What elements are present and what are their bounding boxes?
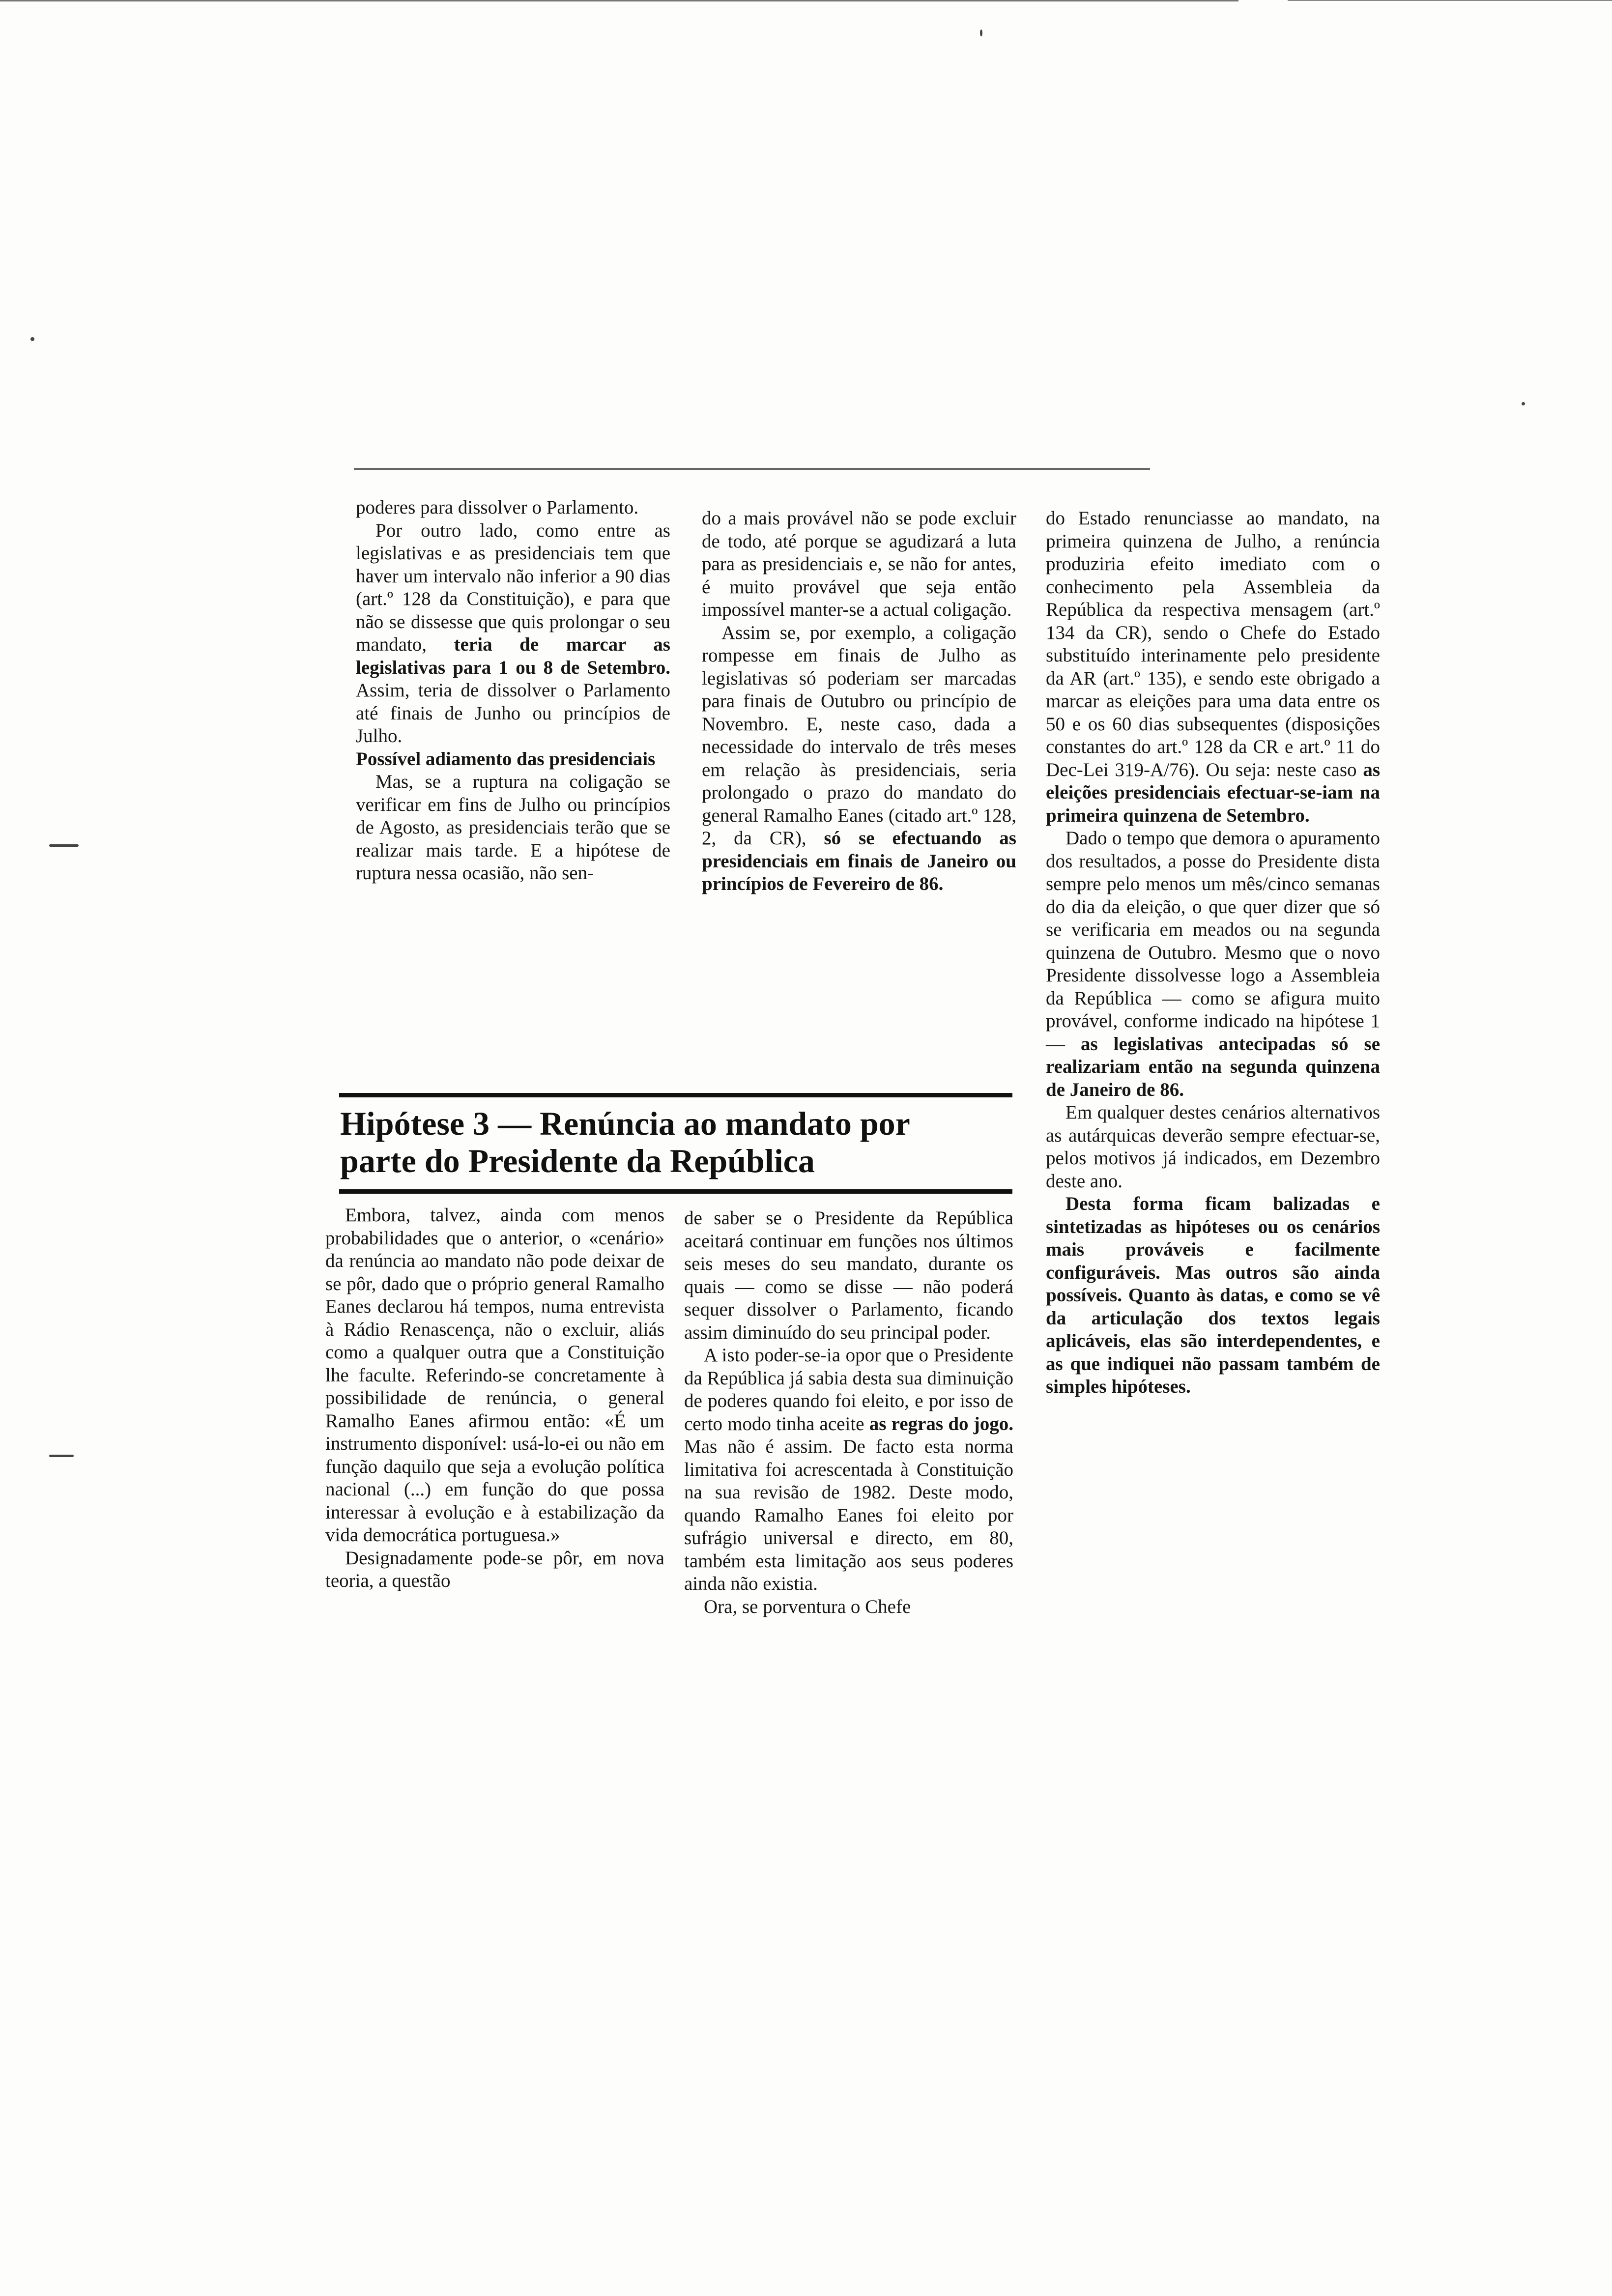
paragraph: Designadamente pode-se pôr, em nova teoria, a questão — [325, 1547, 664, 1591]
bold-text: só se efectuando as presidenciais em finais de Janeiro ou princípios de Fevereiro de 86. — [702, 828, 1016, 894]
bold-text: teria de marcar as legislativas para 1 ou 8 de Setembro. — [356, 634, 670, 678]
paragraph — [356, 519, 670, 748]
scan-speck — [49, 1455, 74, 1457]
text-run: Mas não é assim. De facto esta norma limitativa foi acrescentada à Constituição na sua revisão de 1982. Deste modo, quando Ramalho Eanes foi eleito por sufrágio universal e directo, em 80, também esta limitação aos seus poderes ainda não existia. — [684, 1436, 1013, 1594]
top-border-line — [0, 0, 1238, 1]
headline-top-rule — [339, 1093, 1012, 1097]
section-top-rule — [354, 468, 1150, 470]
top-border-line-right — [1288, 0, 1612, 1]
text-run: Dado o tempo que demora o apuramento dos resultados, a posse do Presidente dista sempre pelo menos um mês/cinco semanas do dia da eleição, o que quer dizer que só se verificaria em meados ou na segunda quinzena de Outubro. Mesmo que o novo Presidente dissolvesse logo a Assembleia da República — como se afigura muito provável, conforme indicado na hipótese 1 — — [1046, 828, 1380, 1055]
text-run: do Estado renunciasse ao mandato, na primeira quinzena de Julho, a renúncia produziria efeito imediato com o conhecimento pela Assembleia da República da respectiva mensagem (art.º 134 da CR), sendo o Chefe do Estado substituído interinamente pelo presidente da AR (art.º 135), e sendo este obrigado a marcar as eleições para uma data entre os 50 e os 60 dias subsequentes (disposições constantes do art.º 128 da CR e art.º 11 do Dec-Lei 319-A/76). Ou seja: neste caso — [1046, 508, 1380, 780]
paragraph — [684, 1344, 1013, 1596]
paragraph — [702, 622, 1016, 896]
paragraph: Em qualquer destes cenários alternativos as autárquicas deverão sempre efectuar-se, pelos motivos já indicados, em Dezembro deste ano. — [1046, 1102, 1380, 1192]
headline-bottom-rule — [339, 1189, 1012, 1194]
bold-text: as legislativas antecipadas só se realizariam então na segunda quinzena de Janeiro de 86. — [1046, 1033, 1381, 1100]
scan-speck — [30, 337, 34, 341]
article-column-1 — [356, 496, 670, 885]
text-run: Por outro lado, como entre as legislativas e as presidenciais tem que haver um intervalo não inferior a 90 dias (art.º 128 da Constituição), e para que não se dissesse que quis prolongar o seu mandato, — [356, 519, 670, 655]
headline-line-2: parte do Presidente da República — [340, 1142, 815, 1179]
article-column-4 — [325, 1204, 664, 1593]
paragraph — [1046, 827, 1380, 1101]
scan-speck — [49, 844, 79, 847]
paragraph: Embora, talvez, ainda com menos probabilidades que o anterior, o «cenário» da renúncia ao mandato não pode deixar de se pôr, dado que o próprio general Ramalho Eanes declarou há tempos, numa entrevista à Rádio Renascença, não o excluir, aliás como a qualquer outra que a Constituição lhe faculte. Referindo-se concretamente à possibilidade de renúncia, o general Ramalho Eanes afirmou então: «É um instrumento disponível: usá-lo-ei ou não em função daquilo que seja a evolução política nacional (...) em função do que possa interessar à evolução e à estabilização da vida democrática portuguesa.» — [325, 1205, 664, 1546]
paragraph: Mas, se a ruptura na coligação se verificar em fins de Julho ou princípios de Agosto, as presidenciais terão que se realizar mais tarde. E a hipótese de ruptura nessa ocasião, não sen- — [356, 771, 670, 884]
paragraph — [1046, 507, 1380, 827]
subheading: Possível adiamento das presidenciais — [356, 748, 656, 770]
bold-text: as eleições presidenciais efectuar-se-iam na primeira quinzena de Setembro. — [1046, 759, 1380, 826]
text-run: A isto poder-se-ia opor que o Presidente da República já sabia desta sua diminuição de poderes quando foi eleito, e por isso de certo modo tinha aceite — [684, 1345, 1013, 1435]
paragraph: do a mais provável não se pode excluir de todo, até porque se agudizará a luta para as presidenciais e, se não for antes, é muito provável que seja então impossível manter-se a actual coligação. — [702, 508, 1016, 620]
text-run: Assim se, por exemplo, a coligação rompesse em finais de Julho as legislativas só poderiam ser marcadas para finais de Outubro ou princípio de Novembro. E, neste caso, dada a necessidade do intervalo de três meses em relação às presidenciais, seria prolongado o prazo do mandato do general Ramalho Eanes (citado art.º 128, 2, da CR), — [702, 622, 1016, 849]
section-headline — [340, 1105, 1018, 1179]
headline-line-1: Hipótese 3 — Renúncia ao mandato por — [340, 1105, 910, 1142]
bold-text: as regras do jogo. — [869, 1413, 1014, 1435]
article-column-5 — [684, 1207, 1013, 1618]
scan-speck — [1522, 402, 1525, 405]
article-column-2 — [702, 507, 1016, 896]
scan-speck — [980, 29, 982, 36]
paragraph: Ora, se porventura o Chefe — [704, 1596, 911, 1617]
text-run: Assim, teria de dissolver o Parlamento até finais de Junho ou princípios de Julho. — [356, 680, 670, 746]
paragraph: poderes para dissolver o Parlamento. — [356, 497, 639, 518]
paragraph: Desta forma ficam balizadas e sintetizadas as hipóteses ou os cenários mais prováveis e facilmente configuráveis. Mas outros são ainda possíveis. Quanto às datas, e como se vê da articulação dos textos legais aplicáveis, elas são interdependentes, e as que indiquei não passam também de simples hipóteses. — [1046, 1193, 1380, 1397]
article-column-3 — [1046, 507, 1380, 1399]
paragraph: de saber se o Presidente da República aceitará continuar em funções nos últimos seis meses do seu mandato, durante os quais — como se disse — não poderá sequer dissolver o Parlamento, ficando assim diminuído do seu principal poder. — [684, 1207, 1013, 1343]
